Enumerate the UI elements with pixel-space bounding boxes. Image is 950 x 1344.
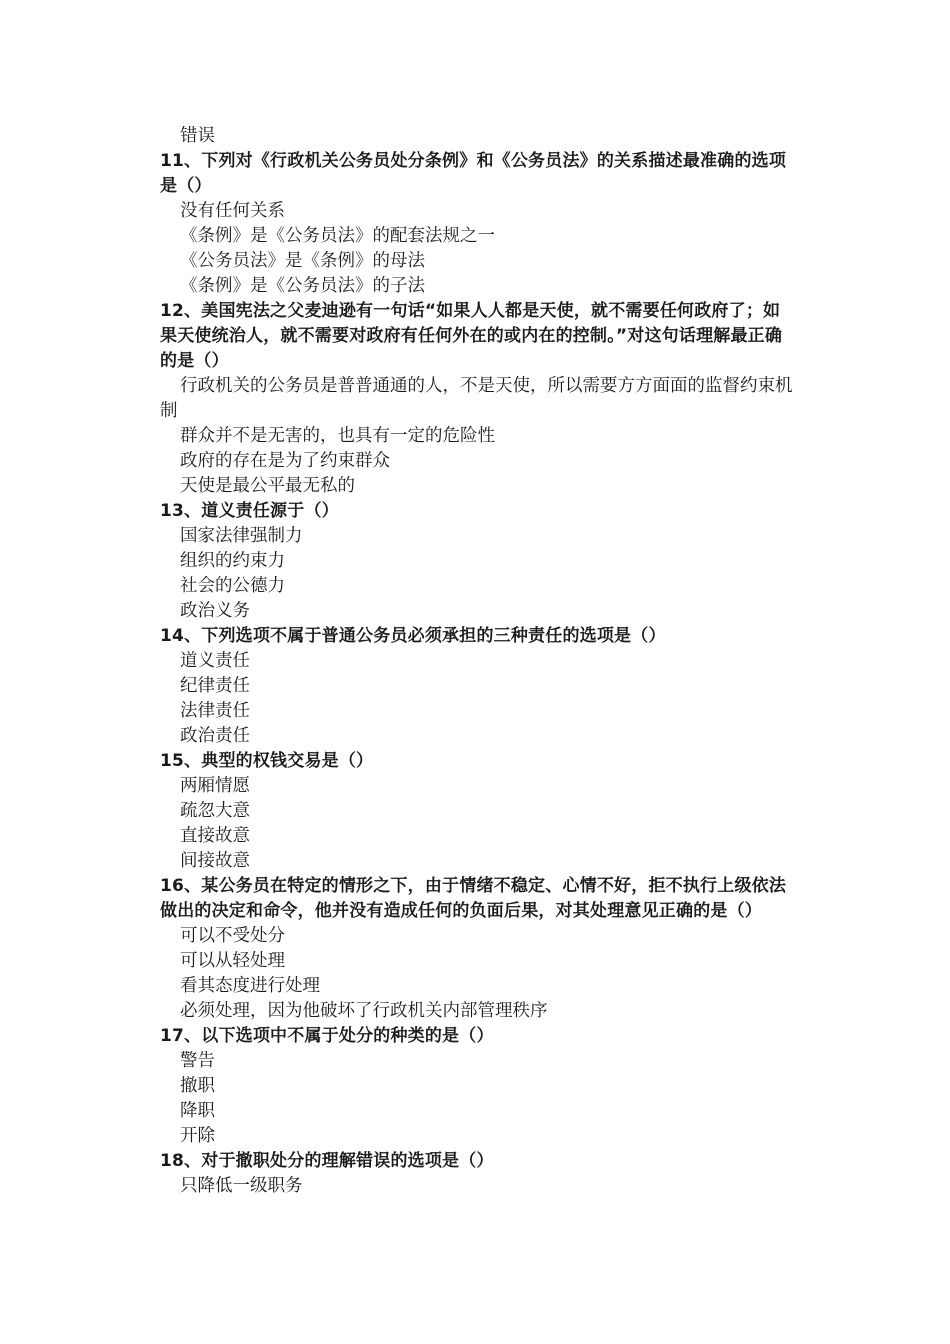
- question-block-12: [160, 299, 794, 499]
- option-text: 警告: [180, 1051, 215, 1071]
- option-text: 天使是最公平最无私的: [180, 476, 355, 496]
- option-text: 纪律责任: [180, 676, 250, 696]
- question-text: 15、典型的权钱交易是（）: [160, 751, 374, 771]
- option-text: 必须处理，因为他破坏了行政机关内部管理秩序: [180, 1001, 548, 1021]
- option-text: 行政机关的公务员是普普通通的人，不是天使，所以需要方方面面的监督约束机制: [160, 376, 793, 421]
- question-block-16: [160, 874, 794, 1024]
- document-body: [160, 124, 794, 1199]
- option-text: 疏忽大意: [180, 801, 250, 821]
- option-text: 可以不受处分: [180, 926, 285, 946]
- option-text: 群众并不是无害的，也具有一定的危险性: [180, 426, 495, 446]
- question-text: 11、下列对《行政机关公务员处分条例》和《公务员法》的关系描述最准确的选项是（）: [160, 151, 787, 196]
- option-text: 撤职: [180, 1076, 215, 1096]
- question-text: 18、对于撤职处分的理解错误的选项是（）: [160, 1151, 494, 1171]
- option-text: 降职: [180, 1101, 215, 1121]
- option-text: 没有任何关系: [180, 201, 285, 221]
- question-text: 13、道义责任源于（）: [160, 501, 339, 521]
- question-block-18: [160, 1149, 794, 1199]
- question-text: 12、美国宪法之父麦迪逊有一句话“如果人人都是天使，就不需要任何政府了；如果天使统治人，就不需要对政府有任何外在的或内在的控制。”对这句话理解最正确的是（）: [160, 301, 783, 371]
- question-block-13: [160, 499, 794, 624]
- option-text: 道义责任: [180, 651, 250, 671]
- question-text: 14、下列选项不属于普通公务员必须承担的三种责任的选项是（）: [160, 626, 666, 646]
- option-text: 《条例》是《公务员法》的子法: [180, 276, 425, 296]
- option-text: 直接故意: [180, 826, 250, 846]
- question-text: 17、以下选项中不属于处分的种类的是（）: [160, 1026, 494, 1046]
- option-text: 组织的约束力: [180, 551, 285, 571]
- option-text: 只降低一级职务: [180, 1176, 303, 1196]
- question-block-11: [160, 149, 794, 299]
- option-text: 政治责任: [180, 726, 250, 746]
- option-text: 看其态度进行处理: [180, 976, 320, 996]
- option-text: 间接故意: [180, 851, 250, 871]
- option-text: 《条例》是《公务员法》的配套法规之一: [180, 226, 495, 246]
- option-text: 政府的存在是为了约束群众: [180, 451, 390, 471]
- option-text: 《公务员法》是《条例》的母法: [180, 251, 425, 271]
- option-text: 可以从轻处理: [180, 951, 285, 971]
- option-text: 政治义务: [180, 601, 250, 621]
- option-text: 法律责任: [180, 701, 250, 721]
- option-text: 错误: [180, 126, 215, 146]
- option-text: 社会的公德力: [180, 576, 285, 596]
- question-text: 16、某公务员在特定的情形之下，由于情绪不稳定、心情不好，拒不执行上级依法做出的决定和命令，他并没有造成任何的负面后果，对其处理意见正确的是（）: [160, 876, 787, 921]
- question-block-15: [160, 749, 794, 874]
- option-text: 国家法律强制力: [180, 526, 303, 546]
- question-block-14: [160, 624, 794, 749]
- option-text: 两厢情愿: [180, 776, 250, 796]
- option-text: 开除: [180, 1126, 215, 1146]
- question-block-17: [160, 1024, 794, 1149]
